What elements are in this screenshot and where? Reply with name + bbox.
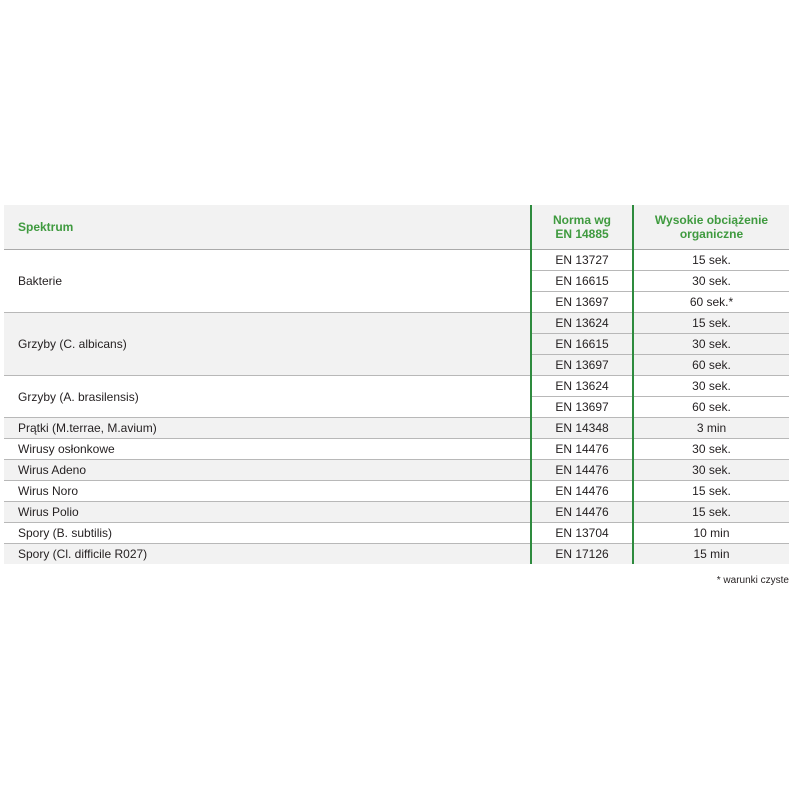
norm-cell: EN 14476: [531, 439, 633, 460]
time-cell: 60 sek.: [633, 355, 789, 376]
time-cell: 15 sek.: [633, 250, 789, 271]
time-cell: 60 sek.: [633, 397, 789, 418]
norm-cell: EN 13697: [531, 397, 633, 418]
time-cell: 30 sek.: [633, 439, 789, 460]
spectrum-cell: Wirus Adeno: [4, 460, 531, 481]
spectrum-cell: Grzyby (C. albicans): [4, 313, 531, 376]
header-load-line2: organiczne: [679, 227, 744, 241]
norm-cell: EN 13727: [531, 250, 633, 271]
time-cell: 15 sek.: [633, 481, 789, 502]
spectrum-cell: Wirus Polio: [4, 502, 531, 523]
table-row: [4, 481, 789, 502]
header-organic-load: [633, 205, 789, 250]
norm-cell: EN 14476: [531, 460, 633, 481]
norm-cell: EN 16615: [531, 271, 633, 292]
table-row: [4, 523, 789, 544]
norm-cell: EN 13697: [531, 355, 633, 376]
time-cell: 60 sek.*: [633, 292, 789, 313]
norm-cell: EN 13697: [531, 292, 633, 313]
time-cell: 30 sek.: [633, 334, 789, 355]
norm-cell: EN 16615: [531, 334, 633, 355]
time-cell: 15 sek.: [633, 313, 789, 334]
header-load-line1: Wysokie obciążenie: [654, 213, 769, 227]
norm-cell: EN 14476: [531, 502, 633, 523]
header-row: [4, 205, 789, 250]
norm-cell: EN 14348: [531, 418, 633, 439]
spectrum-cell: Bakterie: [4, 250, 531, 313]
spectrum-table: [4, 205, 789, 564]
time-cell: 3 min: [633, 418, 789, 439]
norm-cell: EN 13624: [531, 376, 633, 397]
norm-cell: EN 17126: [531, 544, 633, 565]
norm-cell: EN 13624: [531, 313, 633, 334]
time-cell: 10 min: [633, 523, 789, 544]
header-spectrum: Spektrum: [4, 205, 531, 250]
table-row: [4, 502, 789, 523]
table-row: [4, 313, 789, 334]
footnote: * warunki czyste: [716, 575, 789, 586]
time-cell: 30 sek.: [633, 460, 789, 481]
table-row: [4, 460, 789, 481]
table-row: [4, 376, 789, 397]
table-row: [4, 418, 789, 439]
table-row: [4, 544, 789, 565]
time-cell: 15 sek.: [633, 502, 789, 523]
header-norm-line2: EN 14885: [555, 227, 609, 241]
header-norm: [531, 205, 633, 250]
spectrum-cell: Grzyby (A. brasilensis): [4, 376, 531, 418]
spectrum-cell: Wirus Noro: [4, 481, 531, 502]
time-cell: 30 sek.: [633, 271, 789, 292]
spectrum-cell: Wirusy osłonkowe: [4, 439, 531, 460]
time-cell: 30 sek.: [633, 376, 789, 397]
spectrum-cell: Spory (Cl. difficile R027): [4, 544, 531, 565]
norm-cell: EN 13704: [531, 523, 633, 544]
table-row: [4, 250, 789, 271]
time-cell: 15 min: [633, 544, 789, 565]
spectrum-cell: Prątki (M.terrae, M.avium): [4, 418, 531, 439]
norm-cell: EN 14476: [531, 481, 633, 502]
spectrum-cell: Spory (B. subtilis): [4, 523, 531, 544]
table-row: [4, 439, 789, 460]
header-norm-line1: Norma wg: [552, 213, 611, 227]
